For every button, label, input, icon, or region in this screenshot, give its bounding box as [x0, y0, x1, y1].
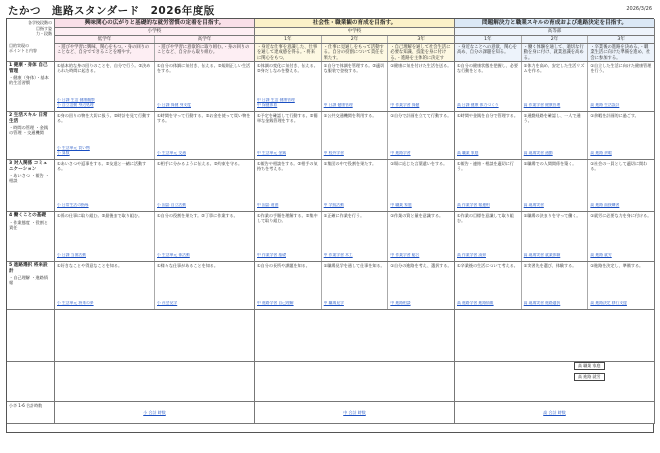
unit-link[interactable]: 小 日常生活の指導	[57, 203, 89, 208]
footer-link[interactable]: 高 合計 時数	[543, 410, 566, 415]
unit-link[interactable]: 高 進路学習 進路情報	[457, 301, 494, 306]
corner-header	[7, 19, 55, 62]
standard-cell: ①自分の長所や課題を知る。 中 進路学習 自己理解	[255, 262, 322, 309]
callout-box: 高 職業 家庭	[574, 362, 605, 370]
standard-cell: ①進路を決定し、準備する。 高 進路決定 移行支援	[588, 262, 654, 309]
document-date: 2026/3/26	[626, 6, 652, 12]
unit-link[interactable]: 中 日課 健康管理	[323, 103, 353, 108]
year-label: 3年	[417, 37, 425, 42]
row-cells-elementary	[55, 262, 255, 310]
row-label: 2 生活スキル 日常生活 ・時間の管理 ・金銭の管理 ・交通機関	[7, 112, 55, 160]
unit-link[interactable]: 小 日課 当番活動	[57, 253, 86, 258]
standard-cell: ①様々な仕事があることを知る。 小 社会見学	[155, 262, 254, 309]
goal-text: ・働く体験を通して、適切な行動を身に付け、就業意識を高める。	[522, 44, 589, 61]
corner-bottom-line: ポイントと内容	[9, 48, 37, 53]
unit-link[interactable]: 高 進路決定 移行支援	[590, 301, 627, 306]
standard-cell: ①時間や金銭を自分で管理する。 高 職業 家庭	[455, 112, 522, 159]
goal-text: ・遊びや学習に興味、関心をもつ。・身の回りのことなど、自分でできることを増やす。	[55, 44, 155, 61]
standard-cell: ①職場見学を通して仕事を知る。 中 職場見学	[322, 262, 389, 309]
goal-text: ・自己理解を通して社会生活に必要な知識、技能を身に付ける。・進路を主体的に決定す	[390, 45, 451, 61]
standard-cell: ①自分の進路を考え、選択する。 中 進路相談	[388, 262, 454, 309]
unit-link[interactable]: 小 国語 自立活動	[157, 203, 186, 208]
footer-cell	[255, 402, 455, 424]
unit-link[interactable]: 高 職業 家庭	[457, 151, 479, 156]
empty-cell	[455, 362, 655, 402]
standard-cell: ①実習先を選び、体験する。 高 現場実習 進路選択	[522, 262, 589, 309]
unit-link[interactable]: 高 作業学習 清掃	[457, 253, 486, 258]
year-row-elementary	[55, 36, 255, 44]
standard-cell: ①自分の役割を果たす。②丁寧に作業する。 小 生活単元 係活動	[155, 212, 254, 261]
goal-text: ・身近なことへの意欲、関心を高め、自分の課題を知る。	[455, 44, 522, 61]
group-heading-high: 問題解決力と職業スキルの育成および進路決定を目指す。	[455, 19, 655, 28]
unit-link[interactable]: 中 生活単元 金銭	[257, 151, 286, 156]
year-row-high	[455, 36, 655, 44]
year-label: 2年	[522, 36, 589, 43]
standard-cell: ①相手に分かるように伝える。②約束を守る。 小 国語 自立活動	[155, 160, 254, 211]
standard-cell: ①作業の質と量を意識する。 中 作業学習 総合	[388, 212, 454, 261]
unit-link[interactable]: 高 進路 就労	[590, 253, 612, 258]
unit-link[interactable]: 中 職業 家庭	[390, 203, 412, 208]
unit-link[interactable]: 中 国語 道徳	[257, 203, 279, 208]
unit-link[interactable]: 中 保健体育	[257, 103, 278, 108]
unit-link[interactable]: 小 生活単元 将来の夢	[57, 301, 94, 306]
standard-cell: ①自分の健康状態を把握し、必要な行動をとる。 高 日課 健康 体力づくり	[455, 62, 522, 111]
standard-cell: ①自立した生活に向けた健康管理を行う。 高 進路 生活設計	[588, 62, 654, 111]
callout-box: 高 進路 就労	[574, 373, 605, 381]
footer-label: 小卒 1-6 合計時数	[7, 402, 55, 424]
standard-cell: ①正確に作業を行う。 中 作業学習 木工	[322, 212, 389, 261]
standard-cell: ①公共交通機関を利用する。 中 校外学習	[322, 112, 389, 159]
school-high: 高等部	[455, 28, 655, 36]
empty-cell	[255, 362, 455, 402]
row-cells-junior	[255, 62, 455, 112]
empty-cell	[55, 362, 255, 402]
standard-cell: ①体力を高め、安定した生活リズムを作る。 高 作業学習 健康管理	[522, 62, 589, 111]
standard-cell: ①健康に気を付けた生活を送る。 中 作業学習 保健	[388, 62, 454, 111]
standard-cell: ①集団の中で役割を果たす。 中 学級活動	[322, 160, 389, 211]
unit-link[interactable]: 高 現場実習 進路選択	[523, 301, 561, 306]
row-cells-elementary	[55, 160, 255, 212]
row-cells-junior	[255, 112, 455, 160]
year-row-junior	[255, 36, 455, 44]
unit-link[interactable]: 小 自立活動 身辺処理	[57, 103, 94, 108]
footer-link[interactable]: 小 合計 時数	[143, 410, 166, 415]
row-label: 3 対人関係 コミュニケーション ・あいさつ ・報告 ・相談	[7, 160, 55, 212]
standard-cell: ①体調の変化に気付き、伝える。②身だしなみを整える。 中 日課 生活 健康管理 中 保健体育	[255, 62, 322, 111]
empty-cell	[455, 310, 655, 362]
standard-cell: ①報告・連絡・相談を適切に行う。 高 作業学習 報連相	[455, 160, 522, 211]
row-cells-junior	[255, 160, 455, 212]
year-label: 1年	[455, 36, 522, 43]
unit-link[interactable]: 小 生活単元 買い物	[57, 146, 90, 151]
standard-cell: ①報告や相談をする。②相手の気持ちを考える。 中 国語 道徳	[255, 160, 322, 211]
standard-cell: ①係の仕事に取り組む。②最後まで取り組む。 小 日課 当番活動	[55, 212, 155, 261]
row-cells-elementary	[55, 212, 255, 262]
unit-link[interactable]: 小 生活単元 係活動	[157, 253, 190, 258]
footer-cell	[55, 402, 255, 424]
group-heading-elementary: 興味関心の広がりと基礎的な就労習慣の定着を目指す。	[55, 19, 255, 28]
unit-link[interactable]: 中 進路相談	[390, 301, 411, 306]
standards-table	[6, 18, 654, 433]
goal-text: ・遊びや学習に意欲的に取り組む。・身の回りのことなど、自分から取り組む。	[157, 45, 250, 56]
row-label: 1 健康・身体 自己管理 ・健康（身体）・基本的生活習慣	[7, 62, 55, 112]
unit-link[interactable]: 小 社会見学	[157, 301, 178, 306]
year-label: 高学年	[197, 37, 212, 42]
unit-link[interactable]: 小 算数	[57, 151, 70, 156]
year-label: 3年	[617, 37, 625, 42]
standard-cell: ①時間を守って行動する。②お金を使って買い物をする。 小 生活単元 交通	[155, 112, 254, 159]
unit-link[interactable]: 中 作業学習 総合	[390, 253, 420, 258]
school-junior: 中学校	[255, 28, 455, 36]
row-label: 4 働くことの基礎 ・作業態度 ・役割と責任	[7, 212, 55, 262]
goals-high	[455, 44, 655, 62]
unit-link[interactable]: 中 作業学習 基礎	[257, 253, 286, 258]
corner-top-line: 目指す姿	[36, 25, 52, 31]
standard-cell: ①職場での人間関係を築く。 高 現場実習	[522, 160, 589, 211]
unit-link[interactable]: 高 現場実習 通勤	[523, 151, 553, 156]
standard-cell: ①身の回りの物を大切に扱う。②時計を見て行動する。 小 生活単元 買い物 小 算数	[55, 112, 155, 159]
row-label-empty	[7, 362, 55, 402]
page-title: たかつ 進路スタンダード 2026年度版	[8, 5, 215, 17]
goals-elementary	[55, 44, 255, 62]
row-cells-junior	[255, 262, 455, 310]
unit-link[interactable]: 小 日課 生活 健康観察	[57, 98, 95, 103]
year-label: 低学年	[55, 36, 155, 43]
footer-link[interactable]: 中 合計 時数	[343, 410, 366, 415]
standard-cell: ①余暇を計画的に過ごす。 高 進路 余暇	[588, 112, 654, 159]
standard-cell: ①作業の目標を意識して取り組む。 高 作業学習 清掃	[455, 212, 522, 261]
unit-link[interactable]: 小 日課 保健 身支度	[157, 103, 191, 108]
footer-cell	[455, 402, 655, 424]
unit-link[interactable]: 高 進路 生活設計	[590, 103, 620, 108]
unit-link[interactable]: 中 進路学習 自己理解	[257, 301, 294, 306]
unit-link[interactable]: 中 校外学習	[323, 151, 344, 156]
unit-link[interactable]: 中 作業学習 木工	[323, 253, 353, 258]
year-label: 2年	[322, 36, 389, 43]
standard-cell: ①卒業後の生活について考える。 高 進路学習 進路情報	[455, 262, 522, 309]
standard-cell: ①社会の一員として適切に関わる。 高 進路 面接練習	[588, 160, 654, 211]
row-label: 5 進路選択 将来設計 ・自己理解 ・進路情報	[7, 262, 55, 310]
school-elementary: 小学校	[55, 28, 255, 36]
standard-cell: ①職場の決まりを守って働く。 高 現場実習 就業体験	[522, 212, 589, 261]
goal-text: ・仕事に見通しをもって活動する。自分の役割について責任を果たす。	[322, 44, 389, 61]
year-label: 1年	[255, 36, 322, 43]
unit-link[interactable]: 高 現場実習	[523, 203, 544, 208]
row-cells-elementary	[55, 62, 255, 112]
row-label-empty	[7, 310, 55, 362]
row-cells-high	[455, 62, 655, 112]
corner-top-line: 各学校段階の	[28, 20, 52, 25]
standard-cell: ①あいさつや返事をする。②友達と一緒に活動する。 小 日常生活の指導	[55, 160, 155, 211]
standard-cell: ①好きなことや得意なことを知る。 小 生活単元 将来の夢	[55, 262, 155, 309]
empty-cell	[255, 310, 455, 362]
unit-link[interactable]: 高 進路 余暇	[590, 151, 612, 156]
row-cells-high	[455, 112, 655, 160]
unit-link[interactable]: 中 学級活動	[323, 203, 344, 208]
unit-link[interactable]: 高 現場実習 就業体験	[523, 253, 561, 258]
goals-junior	[255, 44, 455, 62]
standard-cell: ①通勤経路を確認し、一人で通う。 高 現場実習 通勤	[522, 112, 589, 159]
unit-link[interactable]: 高 作業学習 健康管理	[523, 103, 561, 108]
standard-cell: ①自分で体調を管理する。②適切な服装で登校する。 中 日課 健康管理	[322, 62, 389, 111]
row-cells-high	[455, 212, 655, 262]
standard-cell: ①就労に必要な力を身に付ける。 高 進路 就労	[588, 212, 654, 261]
standard-cell: ①自分の体調に気付き、伝える。②規則正しい生活をする。 小 日課 保健 身支度	[155, 62, 254, 111]
row-cells-high	[455, 262, 655, 310]
standard-cell: ①自分で計画を立てて行動する。 中 進路学習	[388, 112, 454, 159]
unit-link[interactable]: 中 職場見学	[323, 301, 344, 306]
goal-text: ・身近な仕事を意識した、仕事を通して達成感を得る。・将来に関心をもつ。	[255, 44, 322, 61]
standard-cell: ①予定を確認して行動する。②簡単な金銭管理をする。 中 生活単元 金銭	[255, 112, 322, 159]
unit-link[interactable]: 中 作業学習 保健	[390, 103, 420, 108]
unit-link[interactable]: 高 日課 健康 体力づくり	[457, 103, 499, 108]
unit-link[interactable]: 中 進路学習	[390, 151, 411, 156]
goal-text: ・卒業後の進路を決める。・職業生活に向けた準備を進め、社会に参加する。	[590, 45, 651, 61]
row-cells-elementary	[55, 112, 255, 160]
standard-cell: ①場に応じた言葉遣いをする。 中 職業 家庭	[388, 160, 454, 211]
corner-bottom-line: 目的実現の	[9, 42, 29, 48]
row-cells-junior	[255, 212, 455, 262]
corner-top-line: 力・段階	[36, 31, 52, 36]
standard-cell: ①基本的な身の回りのことを、自分で行う。②決められた時間に起きる。 小 日課 生活 健康観察 小 自立活動 身辺処理	[55, 62, 155, 111]
empty-cell	[55, 310, 255, 362]
group-heading-junior: 社会性・職業観の育成を目指す。	[255, 19, 455, 28]
unit-link[interactable]: 小 生活単元 交通	[157, 151, 186, 156]
unit-link[interactable]: 中 日課 生活 健康管理	[257, 98, 295, 103]
row-cells-high	[455, 160, 655, 212]
standard-cell: ①作業の手順を理解する。②集中して取り組む。 中 作業学習 基礎	[255, 212, 322, 261]
unit-link[interactable]: 高 作業学習 報連相	[457, 203, 490, 208]
unit-link[interactable]: 高 進路 面接練習	[590, 203, 620, 208]
